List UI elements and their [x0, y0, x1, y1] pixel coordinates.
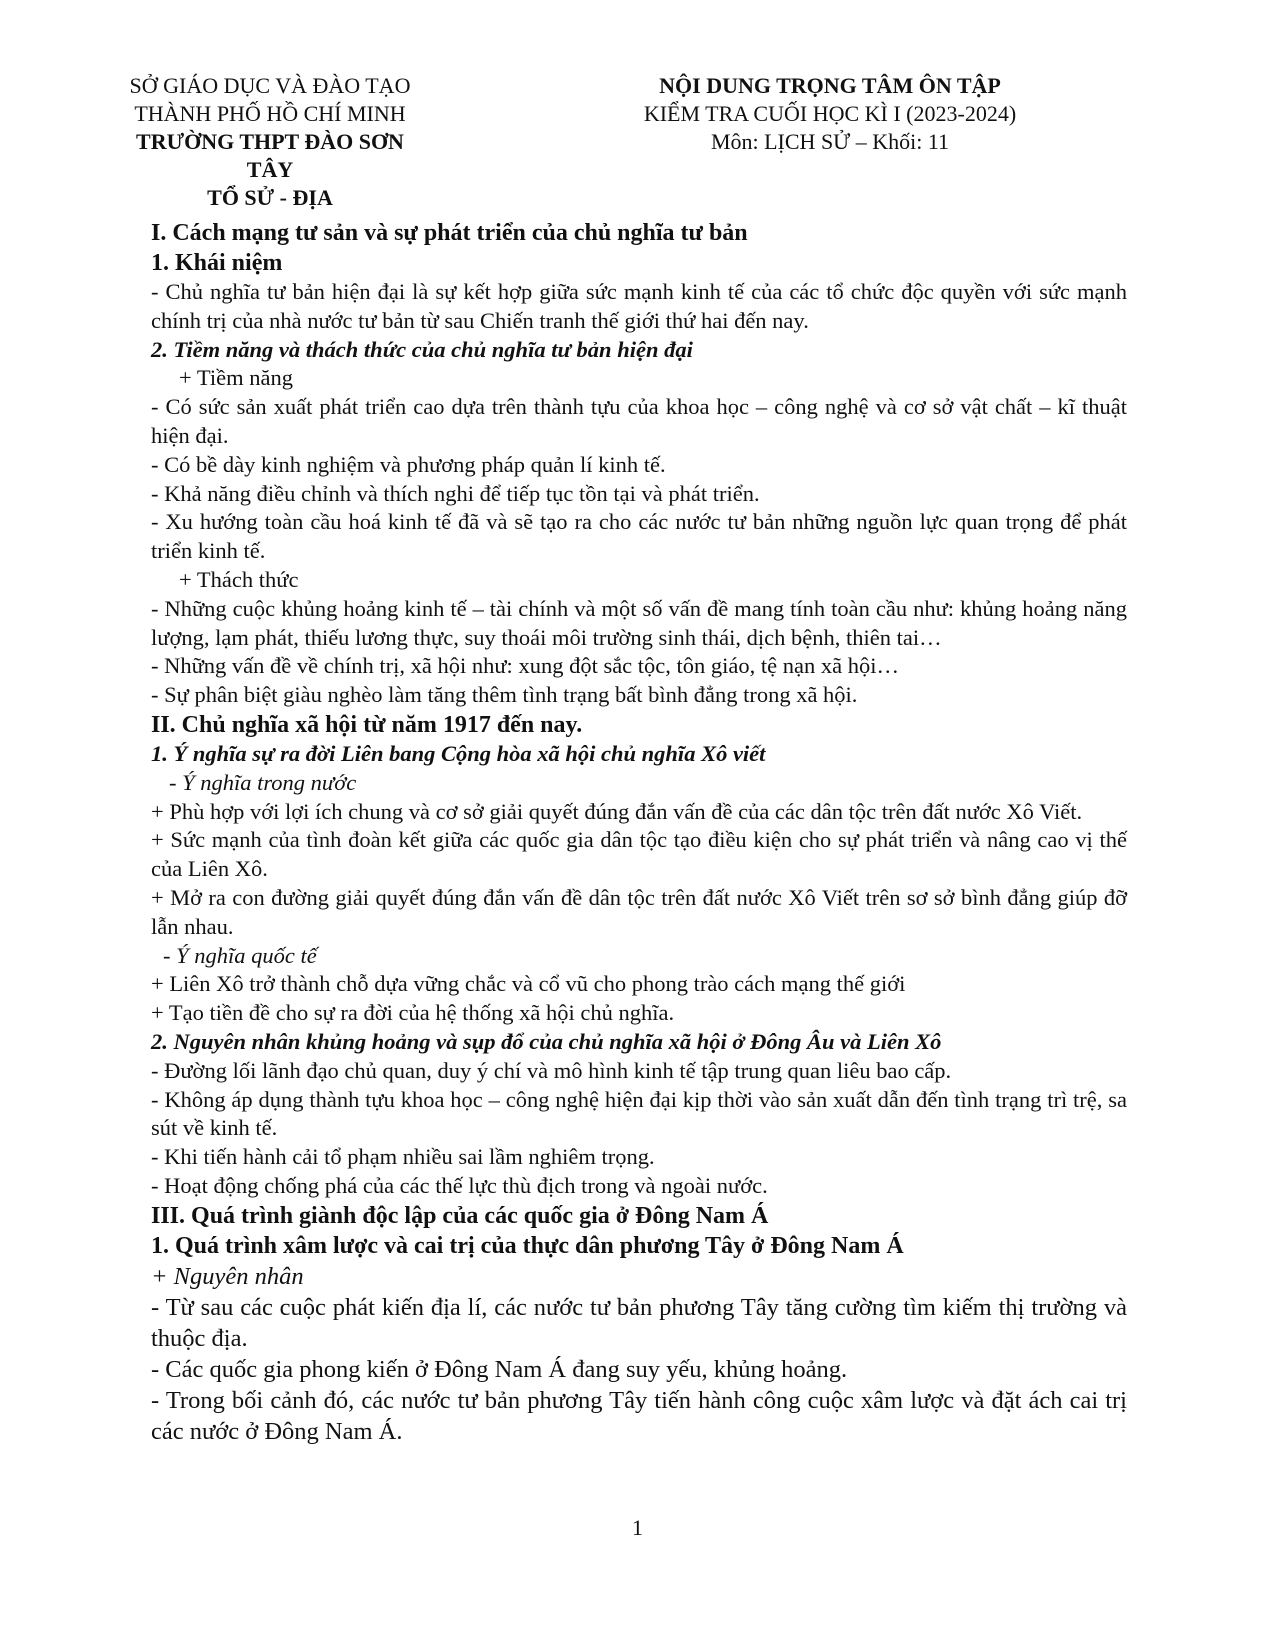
subheading-ussr-significance: 1. Ý nghĩa sự ra đời Liên bang Cộng hòa xã hội chủ nghĩa Xô viết: [151, 740, 766, 766]
paragraph: - Đường lối lãnh đạo chủ quan, duy ý chí và mô hình kinh tế tập trung quan liêu bao cấp.: [151, 1057, 952, 1083]
paragraph: - Trong bối cảnh đó, các nước tư bản phương Tây tiến hành công cuộc xâm lược và đặt ách cai trị các nước ở Đông Nam Á.: [151, 1386, 1127, 1445]
paragraph: - Những cuộc khủng hoảng kinh tế – tài chính và một số vấn đề mang tính toàn cầu như: khủng hoảng năng lượng, lạm phát, thiếu lương thực, suy thoái môi trường sinh thái, dịch bệnh, thiên tai…: [151, 595, 1127, 650]
city-name: THÀNH PHỐ HỒ CHÍ MINH: [134, 101, 406, 126]
subheading-potential-challenges: 2. Tiềm năng và thách thức của chủ nghĩa tư bản hiện đại: [151, 336, 693, 362]
paragraph: + Phù hợp với lợi ích chung và cơ sở giải quyết đúng đắn vấn đề của các dân tộc trên đất nước Xô Viết.: [151, 798, 1083, 824]
paragraph: - Xu hướng toàn cầu hoá kinh tế đã và sẽ tạo ra cho các nước tư bản những nguồn lực quan trọng để phát triển kinh tế.: [151, 509, 1127, 564]
paragraph: - Những vấn đề về chính trị, xã hội như: xung đột sắc tộc, tôn giáo, tệ nạn xã hội…: [151, 653, 899, 679]
document-title: NỘI DUNG TRỌNG TÂM ÔN TẬP: [659, 73, 1001, 98]
paragraph: - Có sức sản xuất phát triển cao dựa trên thành tựu của khoa học – công nghệ và cơ sở vật chất – kĩ thuật hiện đại.: [151, 394, 1127, 448]
paragraph: - Các quốc gia phong kiến ở Đông Nam Á đang suy yếu, khủng hoảng.: [151, 1355, 848, 1383]
paragraph: - Khả năng điều chỉnh và thích nghi để tiếp tục tồn tại và phát triển.: [151, 480, 760, 506]
school-name: TRƯỜNG THPT ĐÀO SƠN TÂY: [136, 129, 404, 182]
section-heading-3: III. Quá trình giành độc lập của các quốc gia ở Đông Nam Á: [151, 1202, 769, 1229]
page-number: 1: [632, 1515, 643, 1540]
paragraph: - Khi tiến hành cải tổ phạm nhiều sai lầm nghiêm trọng.: [151, 1144, 655, 1170]
list-label-domestic: - Ý nghĩa trong nước: [169, 769, 357, 795]
paragraph: - Từ sau các cuộc phát kiến địa lí, các nước tư bản phương Tây tăng cường tìm kiếm thị trường và thuộc địa.: [151, 1293, 1127, 1352]
section-heading-1: I. Cách mạng tư sản và sự phát triển của chủ nghĩa tư bản: [151, 220, 748, 246]
header-right: [620, 72, 1040, 156]
paragraph: - Có bề dày kinh nghiệm và phương pháp quản lí kinh tế.: [151, 451, 666, 477]
document-body: [151, 218, 1127, 1447]
dept-of-education: SỞ GIÁO DỤC VÀ ĐÀO TẠO: [129, 73, 411, 98]
paragraph: + Tạo tiền đề cho sự ra đời của hệ thống xã hội chủ nghĩa.: [151, 1000, 675, 1026]
header-left: [120, 72, 420, 212]
subheading-concept: 1. Khái niệm: [151, 250, 283, 276]
department-name: TỔ SỬ - ĐỊA: [207, 185, 333, 210]
exam-name: KIỂM TRA CUỐI HỌC KÌ I (2023-2024): [643, 101, 1017, 126]
section-heading-2: II. Chủ nghĩa xã hội từ năm 1917 đến nay.: [151, 711, 583, 738]
list-label-international: - Ý nghĩa quốc tế: [163, 942, 317, 968]
paragraph: - Không áp dụng thành tựu khoa học – công nghệ hiện đại kịp thời vào sản xuất dẫn đến tình trạng trì trệ, sa sút về kinh tế.: [151, 1086, 1127, 1141]
paragraph: + Liên Xô trở thành chỗ dựa vững chắc và cổ vũ cho phong trào cách mạng thế giới: [151, 971, 906, 997]
paragraph: + Sức mạnh của tình đoàn kết giữa các quốc gia dân tộc tạo điều kiện cho sự phát triển và nâng cao vị thế của Liên Xô.: [151, 827, 1127, 882]
subject-grade: Môn: LỊCH SỬ – Khối: 11: [710, 129, 950, 154]
subheading-collapse-causes: 2. Nguyên nhân khủng hoảng và sụp đổ của chủ nghĩa xã hội ở Đông Âu và Liên Xô: [151, 1028, 942, 1054]
list-label-causes: + Nguyên nhân: [151, 1262, 304, 1290]
paragraph: + Mở ra con đường giải quyết đúng đắn vấn đề dân tộc trên đất nước Xô Viết trên sơ sở bình đẳng giúp đỡ lẫn nhau.: [151, 884, 1127, 939]
list-label-challenges: + Thách thức: [179, 566, 299, 592]
subheading-colonization: 1. Quá trình xâm lược và cai trị của thực dân phương Tây ở Đông Nam Á: [151, 1232, 904, 1259]
paragraph: - Sự phân biệt giàu nghèo làm tăng thêm tình trạng bất bình đẳng trong xã hội.: [151, 682, 858, 708]
list-label-potential: + Tiềm năng: [179, 365, 293, 391]
paragraph: - Chủ nghĩa tư bản hiện đại là sự kết hợp giữa sức mạnh kinh tế của các tổ chức độc quyền với sức mạnh chính trị của nhà nước tư bản từ sau Chiến tranh thế giới thứ hai đến nay.: [151, 279, 1127, 333]
paragraph: - Hoạt động chống phá của các thế lực thù địch trong và ngoài nước.: [151, 1172, 768, 1198]
